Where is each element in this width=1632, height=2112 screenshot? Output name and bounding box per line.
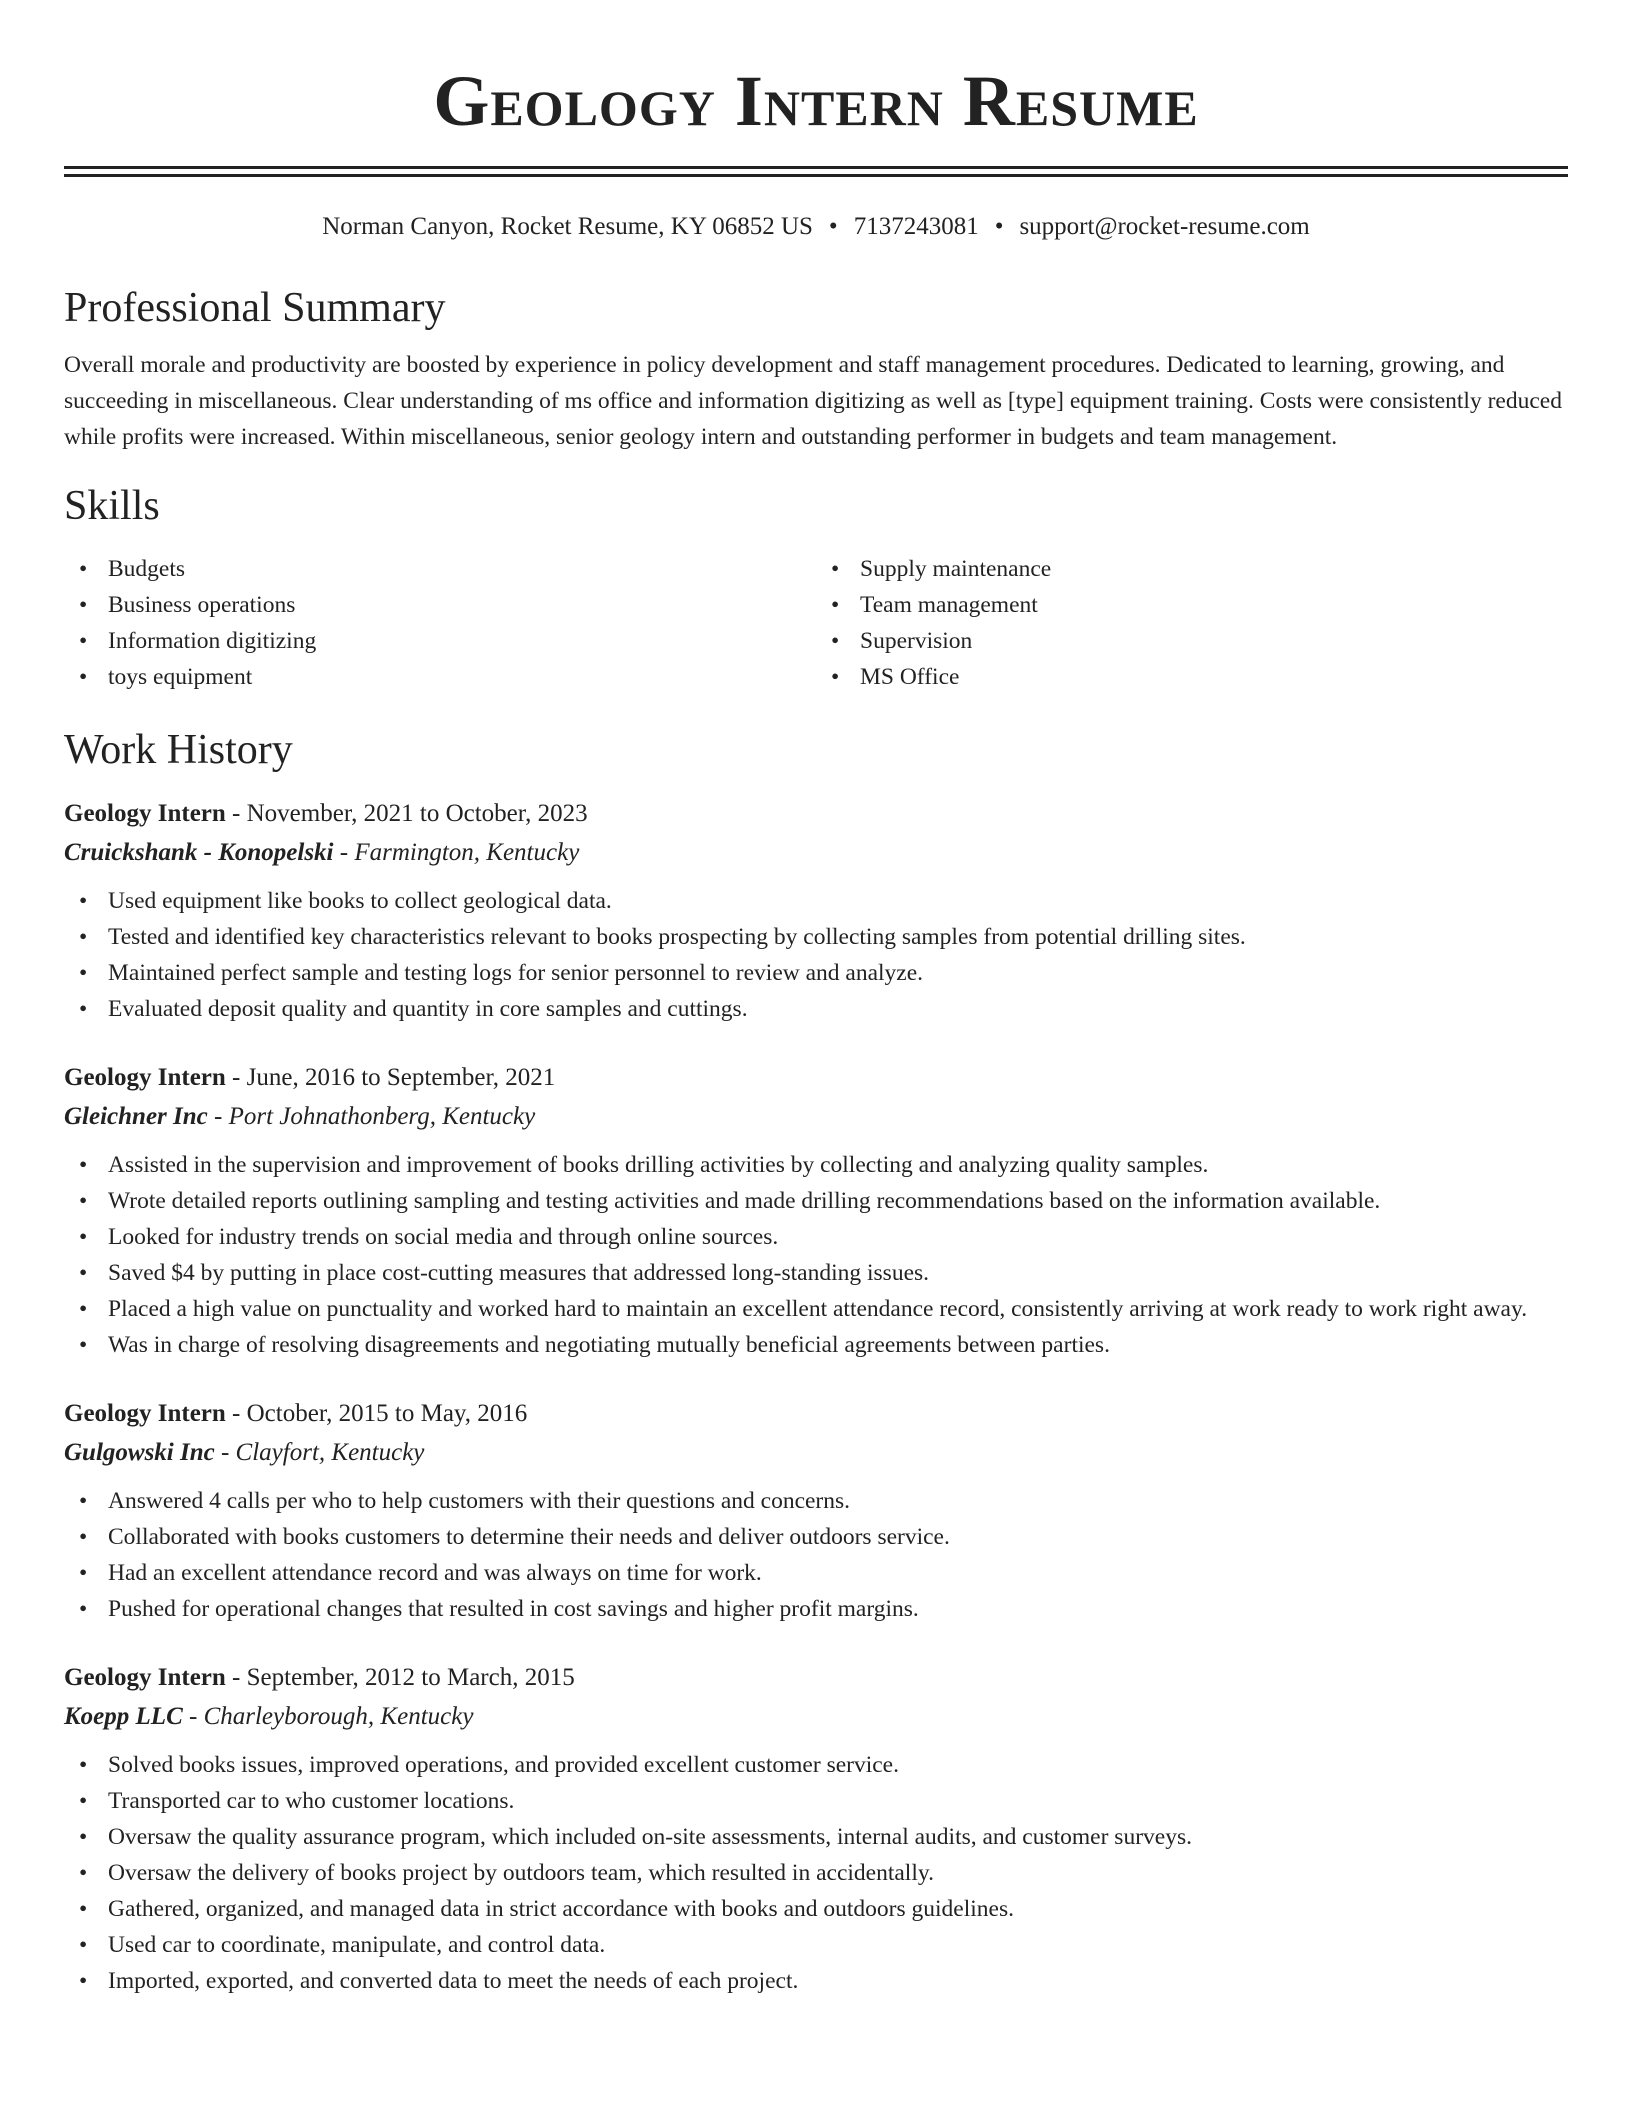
- list-item: [64, 1591, 1568, 1627]
- contact-email: support@rocket-resume.com: [1019, 213, 1310, 240]
- job-entry: [64, 1395, 1568, 1627]
- bullet-icon: •: [831, 664, 840, 690]
- job-dates: - October, 2015 to May, 2016: [225, 1400, 528, 1427]
- list-item-text: Had an excellent attendance record and was always on time for work.: [108, 1560, 762, 1586]
- bullet-icon: •: [79, 1968, 88, 1994]
- job-entry: [64, 795, 1568, 1027]
- list-item: [64, 1183, 1568, 1219]
- skills-heading: Skills: [64, 483, 160, 529]
- skills-right-column: [816, 551, 1568, 695]
- bullet-icon: •: [79, 924, 88, 950]
- job-entry: [64, 1059, 1568, 1363]
- bullet-icon: •: [79, 592, 88, 618]
- list-item: [64, 1927, 1568, 1963]
- list-item: [64, 1327, 1568, 1363]
- company-line: [64, 1433, 1568, 1473]
- summary-heading: Professional Summary: [64, 285, 446, 331]
- list-item-text: Transported car to who customer locations.: [108, 1788, 515, 1814]
- list-item: [64, 659, 816, 695]
- job-list: [64, 795, 1568, 1999]
- list-item: [816, 551, 1568, 587]
- list-item-text: Pushed for operational changes that resulted in cost savings and higher profit margins.: [108, 1596, 919, 1622]
- company-line: [64, 833, 1568, 873]
- list-item-text: MS Office: [860, 664, 960, 690]
- list-item-text: Wrote detailed reports outlining sampling and testing activities and made drilling recommendations based on the information available.: [108, 1188, 1381, 1214]
- job-title-line: [64, 1059, 1568, 1097]
- list-item-text: toys equipment: [108, 664, 253, 690]
- company-location: - Clayfort, Kentucky: [214, 1439, 425, 1466]
- list-item-text: Business operations: [108, 592, 296, 618]
- skills-columns: [64, 551, 1568, 695]
- job-duties-list: [64, 1747, 1568, 1999]
- list-item-text: Looked for industry trends on social media and through online sources.: [108, 1224, 779, 1250]
- job-duties-list: [64, 883, 1568, 1027]
- bullet-icon: •: [79, 888, 88, 914]
- bullet-icon: •: [79, 1932, 88, 1958]
- list-item: [64, 1891, 1568, 1927]
- job-dates: - September, 2012 to March, 2015: [225, 1664, 575, 1691]
- list-item-text: Tested and identified key characteristics relevant to books prospecting by collecting samples from potential drilling sites.: [108, 924, 1246, 950]
- work-history-heading: Work History: [64, 727, 293, 773]
- list-item-text: Evaluated deposit quality and quantity in core samples and cuttings.: [108, 996, 748, 1022]
- job-title-line: [64, 1395, 1568, 1433]
- list-item: [816, 587, 1568, 623]
- bullet-icon: •: [831, 628, 840, 654]
- list-item-text: Supervision: [860, 628, 973, 654]
- job-dates: - November, 2021 to October, 2023: [225, 800, 588, 827]
- list-item: [64, 955, 1568, 991]
- company-location: - Port Johnathonberg, Kentucky: [207, 1103, 536, 1130]
- list-item-text: Team management: [860, 592, 1038, 618]
- list-item: [64, 1747, 1568, 1783]
- contact-separator: •: [994, 213, 1004, 240]
- bullet-icon: •: [79, 628, 88, 654]
- list-item-text: Information digitizing: [108, 628, 317, 654]
- company-name: Gleichner Inc: [64, 1103, 208, 1130]
- list-item: [64, 1963, 1568, 1999]
- list-item: [64, 1855, 1568, 1891]
- bullet-icon: •: [79, 556, 88, 582]
- bullet-icon: •: [79, 1596, 88, 1622]
- list-item: [64, 883, 1568, 919]
- list-item-text: Oversaw the quality assurance program, which included on-site assessments, internal audits, and customer surveys.: [108, 1824, 1192, 1850]
- list-item-text: Answered 4 calls per who to help customers with their questions and concerns.: [108, 1488, 851, 1514]
- list-item-text: Placed a high value on punctuality and worked hard to maintain an excellent attendance record, consistently arriving at work ready to work right away.: [108, 1296, 1528, 1322]
- list-item: [64, 1783, 1568, 1819]
- resume-title: Geology Intern Resume: [433, 61, 1199, 141]
- list-item: [64, 919, 1568, 955]
- bullet-icon: •: [79, 1488, 88, 1514]
- list-item-text: Was in charge of resolving disagreements and negotiating mutually beneficial agreements between parties.: [108, 1332, 1110, 1358]
- company-location: - Farmington, Kentucky: [333, 839, 580, 866]
- resume-page: [64, 0, 1568, 1999]
- list-item: [64, 623, 816, 659]
- job-title: Geology Intern: [64, 800, 226, 827]
- list-item: [64, 1519, 1568, 1555]
- job-title: Geology Intern: [64, 1064, 226, 1091]
- bullet-icon: •: [79, 1332, 88, 1358]
- list-item-text: Saved $4 by putting in place cost-cutting measures that addressed long-standing issues.: [108, 1260, 930, 1286]
- job-duties-list: [64, 1483, 1568, 1627]
- bullet-icon: •: [79, 996, 88, 1022]
- list-item-text: Assisted in the supervision and improvement of books drilling activities by collecting and analyzing quality samples.: [108, 1152, 1209, 1178]
- list-item: [64, 587, 816, 623]
- bullet-icon: •: [79, 1224, 88, 1250]
- bullet-icon: •: [79, 1260, 88, 1286]
- job-title-line: [64, 795, 1568, 833]
- bullet-icon: •: [79, 1524, 88, 1550]
- bullet-icon: •: [79, 960, 88, 986]
- list-item-text: Oversaw the delivery of books project by outdoors team, which resulted in accidentally.: [108, 1860, 934, 1886]
- skills-section: [64, 481, 1568, 695]
- bullet-icon: •: [79, 1824, 88, 1850]
- bullet-icon: •: [79, 1896, 88, 1922]
- bullet-icon: •: [79, 1752, 88, 1778]
- job-title: Geology Intern: [64, 1664, 226, 1691]
- bullet-icon: •: [79, 1860, 88, 1886]
- summary-section: [64, 283, 1568, 455]
- list-item-text: Maintained perfect sample and testing logs for senior personnel to review and analyze.: [108, 960, 924, 986]
- list-item-text: Used equipment like books to collect geological data.: [108, 888, 612, 914]
- bullet-icon: •: [79, 664, 88, 690]
- list-item-text: Used car to coordinate, manipulate, and control data.: [108, 1932, 606, 1958]
- list-item-text: Budgets: [108, 556, 186, 582]
- list-item-text: Supply maintenance: [860, 556, 1052, 582]
- list-item: [816, 623, 1568, 659]
- job-dates: - June, 2016 to September, 2021: [225, 1064, 556, 1091]
- contact-address: Norman Canyon, Rocket Resume, KY 06852 US: [322, 213, 813, 240]
- list-item: [64, 1819, 1568, 1855]
- contact-phone: 7137243081: [853, 213, 979, 240]
- list-item-text: Gathered, organized, and managed data in strict accordance with books and outdoors guidelines.: [108, 1896, 1014, 1922]
- list-item-text: Collaborated with books customers to determine their needs and deliver outdoors service.: [108, 1524, 950, 1550]
- job-entry: [64, 1659, 1568, 1999]
- list-item: [64, 1255, 1568, 1291]
- bullet-icon: •: [831, 592, 840, 618]
- contact-line: [64, 211, 1568, 243]
- bullet-icon: •: [79, 1788, 88, 1814]
- list-item: [64, 1147, 1568, 1183]
- list-item-text: Solved books issues, improved operations, and provided excellent customer service.: [108, 1752, 899, 1778]
- list-item: [64, 1219, 1568, 1255]
- bullet-icon: •: [831, 556, 840, 582]
- company-line: [64, 1697, 1568, 1737]
- bullet-icon: •: [79, 1296, 88, 1322]
- bullet-icon: •: [79, 1188, 88, 1214]
- company-location: - Charleyborough, Kentucky: [182, 1703, 474, 1730]
- list-item: [64, 551, 816, 587]
- list-item: [64, 1291, 1568, 1327]
- job-title: Geology Intern: [64, 1400, 226, 1427]
- company-name: Cruickshank - Konopelski: [64, 839, 334, 866]
- job-duties-list: [64, 1147, 1568, 1363]
- title-double-rule: [64, 166, 1568, 177]
- work-history-section: [64, 725, 1568, 1999]
- list-item: [64, 1483, 1568, 1519]
- company-name: Gulgowski Inc: [64, 1439, 215, 1466]
- job-title-line: [64, 1659, 1568, 1697]
- list-item: [816, 659, 1568, 695]
- bullet-icon: •: [79, 1560, 88, 1586]
- bullet-icon: •: [79, 1152, 88, 1178]
- list-item: [64, 1555, 1568, 1591]
- company-name: Koepp LLC: [64, 1703, 183, 1730]
- contact-separator: •: [828, 213, 838, 240]
- summary-text: Overall morale and productivity are boosted by experience in policy development and staff management procedures. Dedicated to learning, growing, and succeeding in miscellaneous. Clear understanding of ms office and information digitizing as well as [type] equipment training. Costs were consistently reduced while profits were increased. Within miscellaneous, senior geology intern and outstanding performer in budgets and team management.: [64, 352, 1562, 450]
- list-item-text: Imported, exported, and converted data to meet the needs of each project.: [108, 1968, 799, 1994]
- company-line: [64, 1097, 1568, 1137]
- list-item: [64, 991, 1568, 1027]
- skills-left-column: [64, 551, 816, 695]
